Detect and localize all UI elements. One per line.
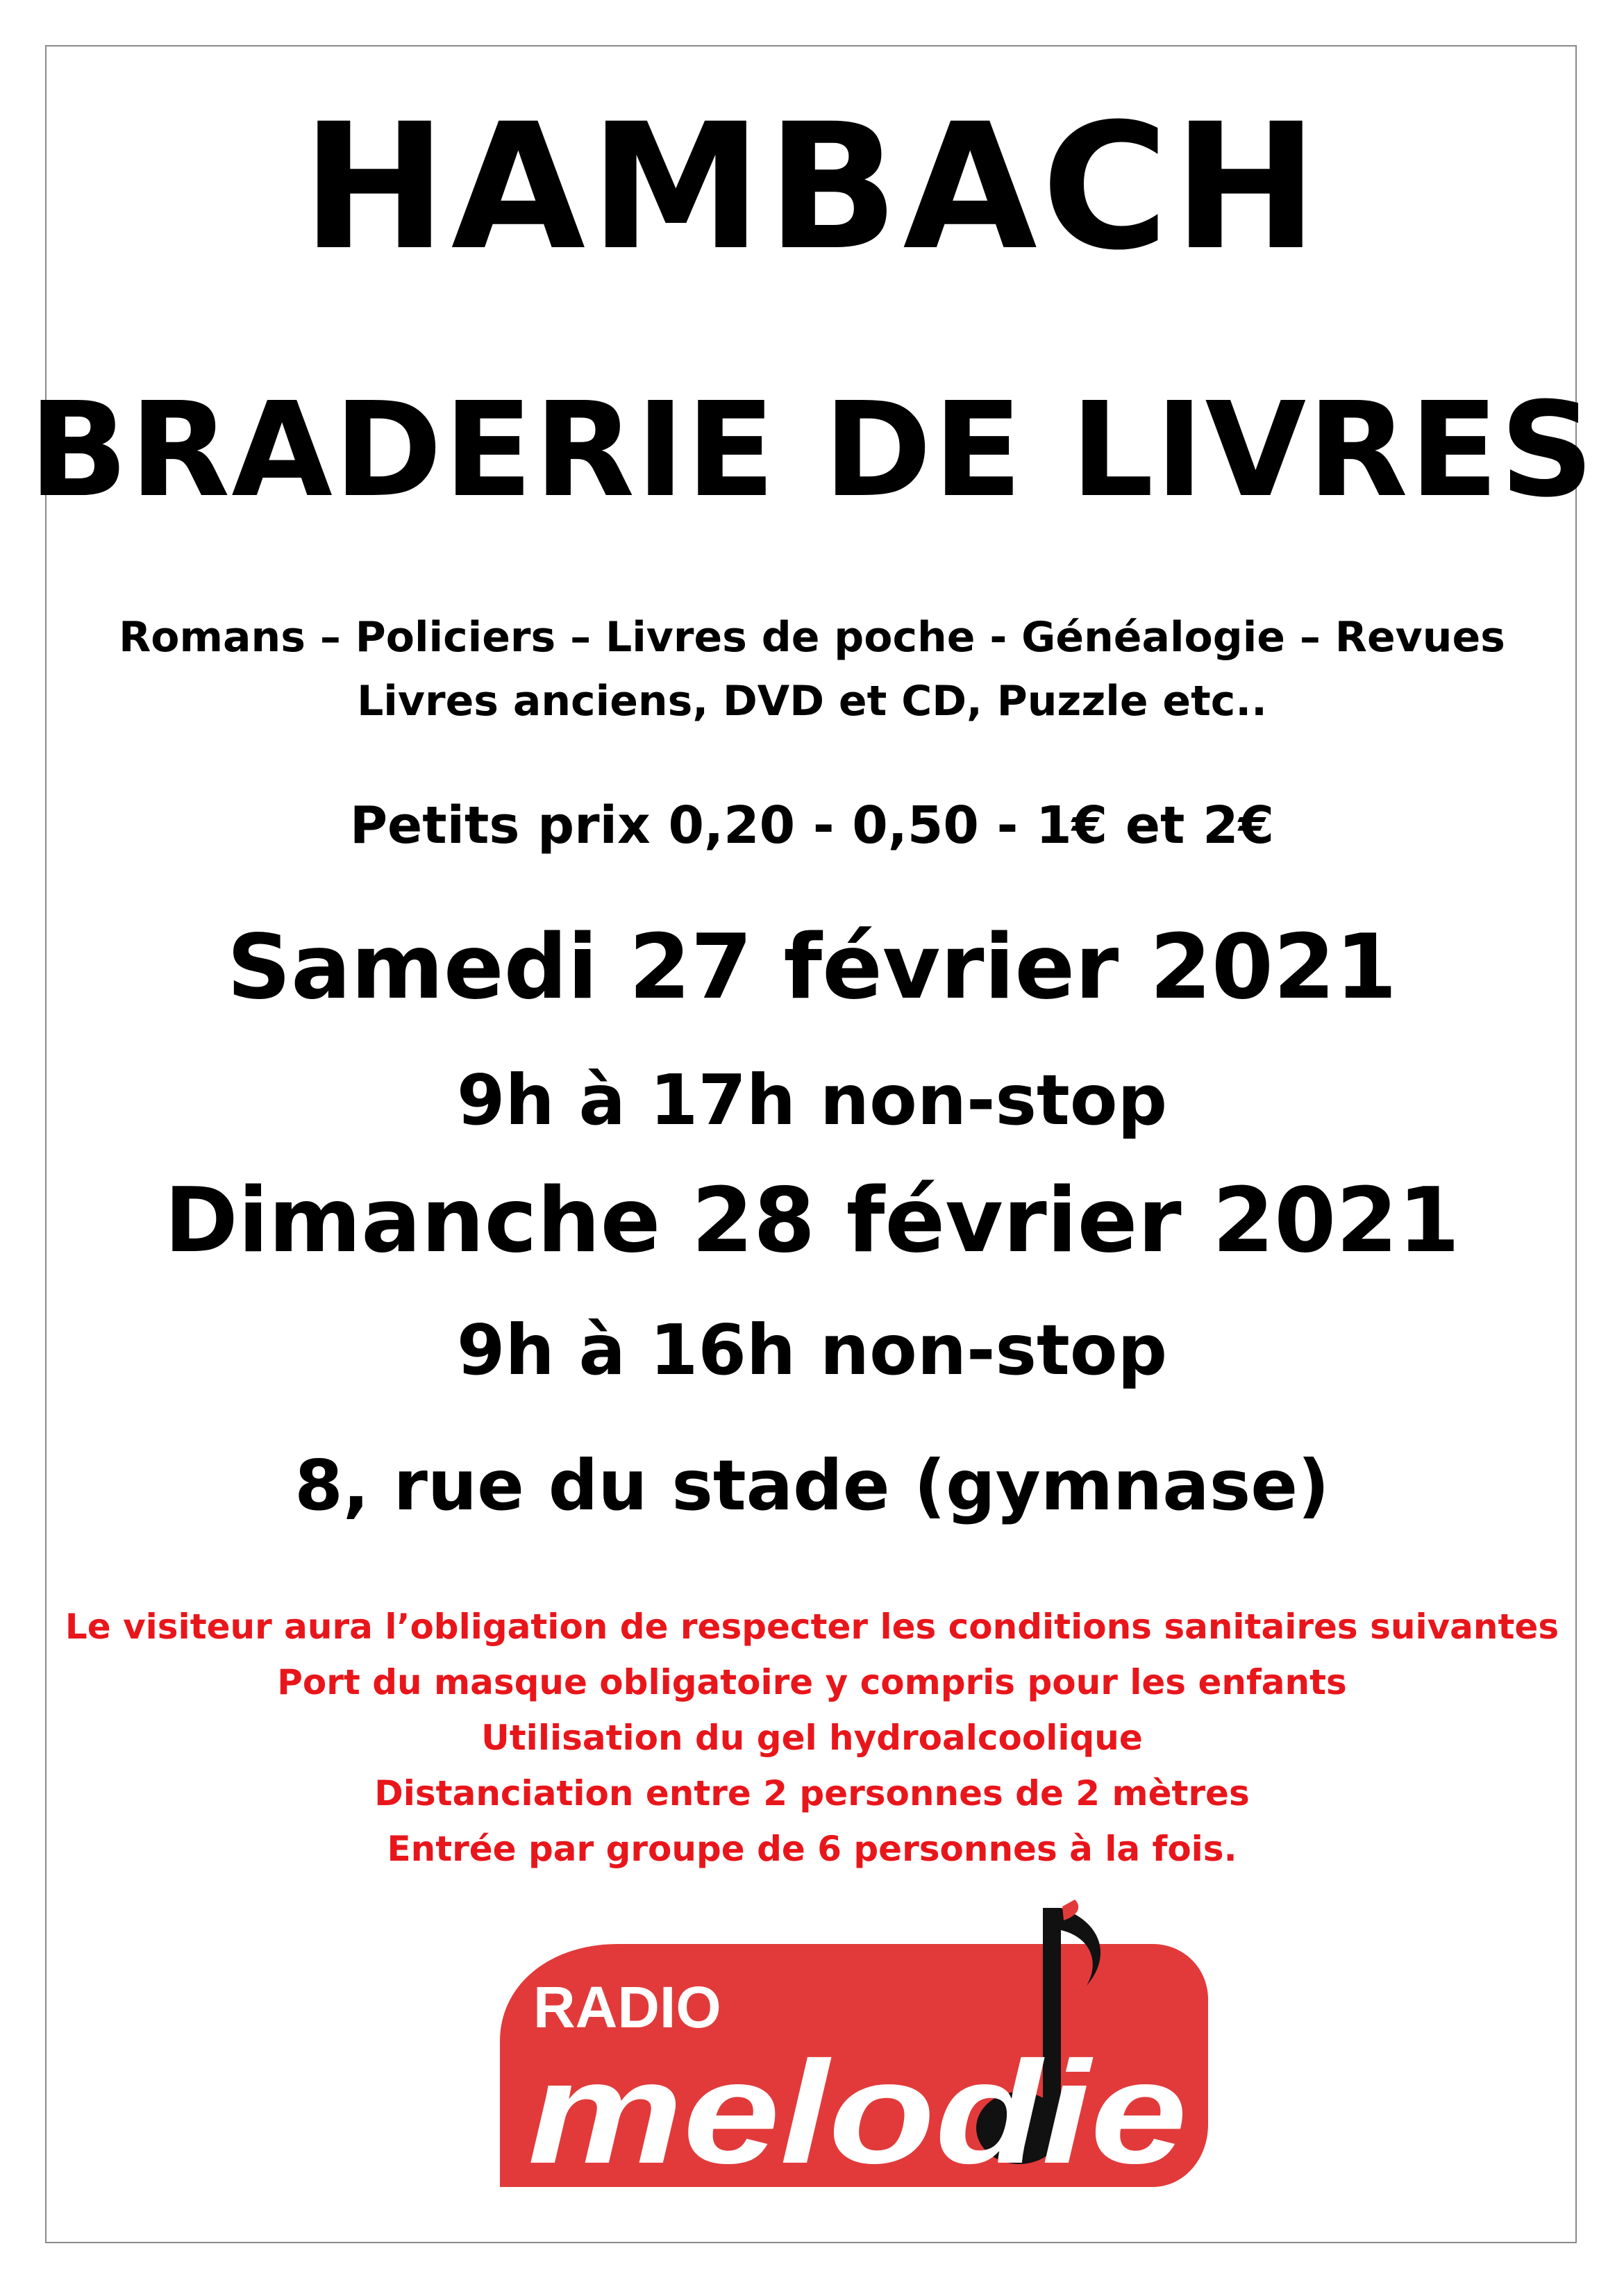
logo-word-radio: RADIO [533,1975,721,2040]
sanitary-notice-4: Distanciation entre 2 personnes de 2 mètres [374,1773,1250,1813]
radio-melodie-logo [458,1895,1208,2187]
town-title: HAMBACH [301,86,1323,288]
sanitary-notice-2: Port du masque obligatoire y compris pour les enfants [277,1662,1347,1702]
day2-hours: 9h à 16h non-stop [456,1309,1168,1391]
logo-word-melodie: melodie [528,2031,1187,2187]
event-title: BRADERIE DE LIVRES [28,374,1596,526]
sanitary-notice-1: Le visiteur aura l’obligation de respecter les conditions sanitaires suivantes [65,1607,1559,1647]
day2-date: Dimanche 28 février 2021 [164,1169,1460,1273]
day1-hours: 9h à 17h non-stop [456,1059,1168,1141]
categories-line-1: Romans – Policiers – Livres de poche - Généalogie – Revues [119,613,1505,662]
sanitary-notice-5: Entrée par groupe de 6 personnes à la fois. [387,1829,1237,1869]
sanitary-notice-3: Utilisation du gel hydroalcoolique [481,1718,1143,1758]
categories-line-2: Livres anciens, DVD et CD, Puzzle etc.. [357,677,1267,726]
day1-date: Samedi 27 février 2021 [226,916,1398,1019]
address: 8, rue du stade (gymnase) [294,1445,1330,1526]
prices-line: Petits prix 0,20 - 0,50 - 1€ et 2€ [349,796,1275,855]
